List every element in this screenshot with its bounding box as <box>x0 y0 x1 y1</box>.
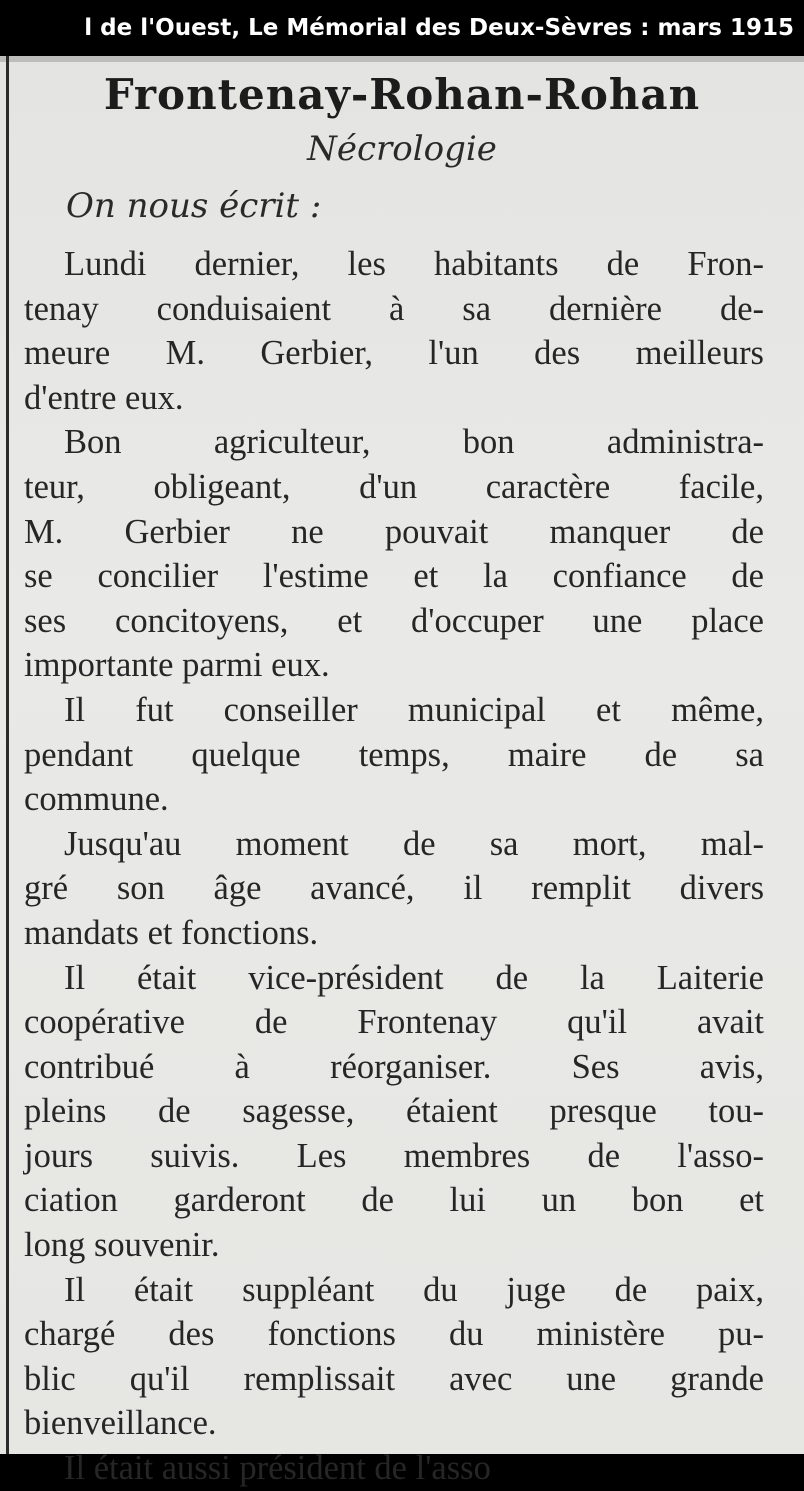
article-line: se concilier l'estime et la confiance de <box>24 557 764 596</box>
article-paragraph <box>24 420 764 688</box>
article-paragraph <box>24 822 764 956</box>
article-line: jours suivis. Les membres de l'asso- <box>24 1136 764 1175</box>
article-paragraph <box>24 688 764 822</box>
article-line: coopérative de Frontenay qu'il avait <box>24 1003 764 1042</box>
article-line: bienveillance. <box>24 1404 217 1443</box>
article-body <box>24 242 764 1488</box>
article-line: M. Gerbier ne pouvait manquer de <box>24 512 764 551</box>
article-line: chargé des fonctions du ministère pu- <box>24 1315 764 1354</box>
article-line: Il était suppléant du juge de paix, <box>64 1270 764 1309</box>
window-title: l de l'Ouest, Le Mémorial des Deux-Sèvres : mars 1915 <box>84 15 794 41</box>
top-border <box>0 56 804 62</box>
article-line: d'entre eux. <box>24 378 184 417</box>
article-line: Il fut conseiller municipal et même, <box>64 690 764 729</box>
article-line: contribué à réorganiser. Ses avis, <box>24 1047 764 1086</box>
article-line: ciation garderont de lui un bon et <box>24 1181 764 1220</box>
article-intro: On nous écrit : <box>66 186 322 226</box>
article-line: Il était vice-président de la Laiterie <box>64 958 764 997</box>
article-line: mandats et fonctions. <box>24 913 319 952</box>
article-paragraph <box>24 956 764 1268</box>
article-line: Lundi dernier, les habitants de Fron- <box>64 245 764 283</box>
article-line: gré son âge avancé, il remplit divers <box>24 869 764 908</box>
window-title-bar <box>0 0 804 56</box>
article-line: teur, obligeant, d'un caractère facile, <box>24 467 764 506</box>
article-line: meure M. Gerbier, l'un des meilleurs <box>24 334 764 373</box>
article-line: tenay conduisaient à sa dernière de- <box>24 289 764 328</box>
article-subheading: Nécrologie <box>307 129 497 169</box>
article-line: ses concitoyens, et d'occuper une place <box>24 601 764 640</box>
newspaper-clipping <box>0 56 804 1488</box>
article-heading: Frontenay-Rohan-Rohan <box>103 70 701 119</box>
article-line: pleins de sagesse, étaient presque tou- <box>24 1092 764 1131</box>
article-line: long souvenir. <box>24 1226 220 1265</box>
column-rule <box>6 56 9 1454</box>
article-line: importante parmi eux. <box>24 646 330 685</box>
article-cut-off-line: Il était aussi président de l'asso <box>64 1449 491 1488</box>
article-line: Bon agriculteur, bon administra- <box>64 423 764 462</box>
article-paragraph <box>24 242 764 420</box>
article-line: Jusqu'au moment de sa mort, mal- <box>64 824 764 863</box>
article-line: pendant quelque temps, maire de sa <box>24 735 764 774</box>
article-paragraph <box>24 1268 764 1446</box>
article-line: commune. <box>24 780 169 819</box>
article-line: blic qu'il remplissait avec une grande <box>24 1359 764 1398</box>
